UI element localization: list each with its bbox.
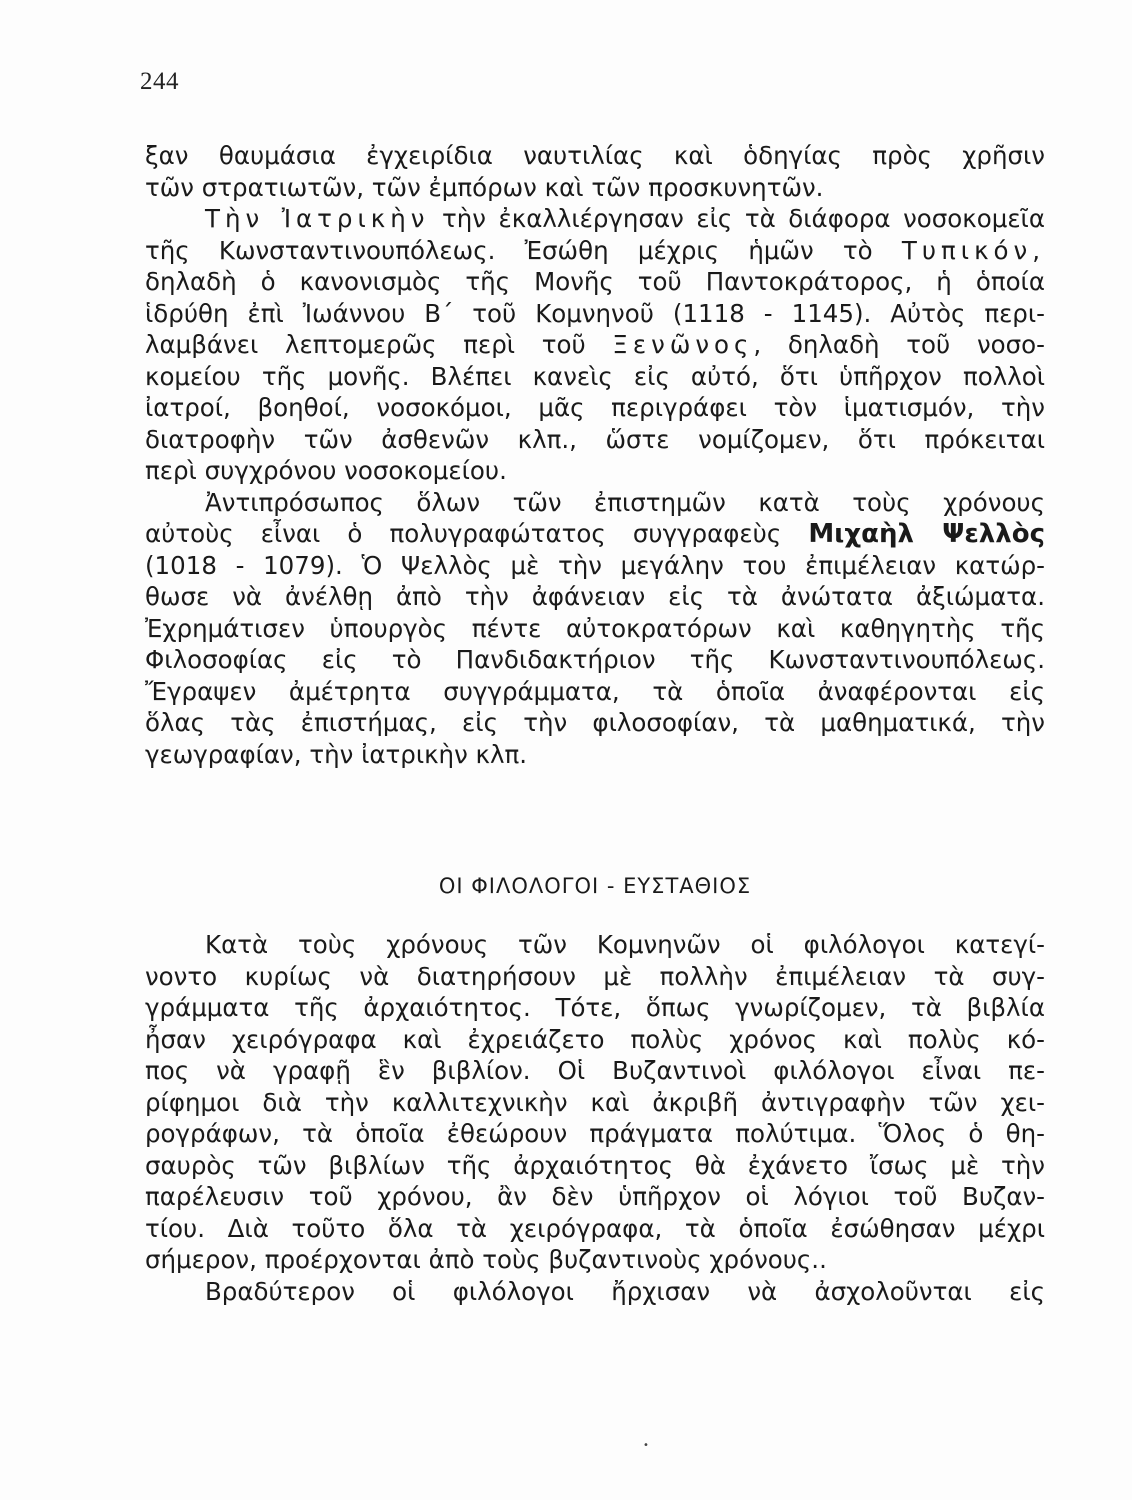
spaced-term-xenonos: Ξενῶνος [612, 330, 754, 359]
text-line: ρίφημοι διὰ τὴν καλλιτεχνικὴν καὶ ἀκριβῆ ἀντιγραφὴν τῶν χει- [145, 1087, 1045, 1117]
text-line: πος νὰ γραφῇ ἓν βιβλίον. Οἱ Βυζαντινοὶ φιλόλογοι εἶναι πε- [145, 1056, 1045, 1085]
text-line: γράμματα τῆς ἀρχαιότητος. Τότε, ὅπως γνωρίζομεν, τὰ βιβλία [145, 993, 1045, 1022]
page-number: 244 [140, 68, 179, 95]
text-line: διατροφὴν τῶν ἀσθενῶν κλπ., ὥστε νομίζομεν, ὅτι πρόκειται [145, 424, 1045, 454]
print-speck: • [643, 1440, 649, 1451]
text-line [145, 329, 1045, 361]
text-line: τῶν στρατιωτῶν, τῶν ἐμπόρων καὶ τῶν προσκυνητῶν. [145, 172, 824, 202]
text-fragment: τῆς Κωνσταντινουπόλεως. Ἐσώθη μέχρις ἡμῶν τὸ [145, 235, 873, 265]
text-line: Φιλοσοφίας εἰς τὸ Πανδιδακτήριον τῆς Κωνσταντινουπόλεως. [145, 645, 1045, 674]
text-line: γεωγραφίαν, τὴν ἰατρικὴν κλπ. [145, 739, 528, 769]
text-line: παρέλευσιν τοῦ χρόνου, ἂν δὲν ὑπῆρχον οἱ λόγιοι τοῦ Βυζαν- [145, 1182, 1045, 1211]
text-fragment: αὐτοὺς εἶναι ὁ πολυγραφώτατος συγγραφεὺς [145, 519, 782, 548]
text-line [145, 203, 1045, 235]
text-line: Ἀντιπρόσωπος ὅλων τῶν ἐπιστημῶν κατὰ τοὺς χρόνους [205, 487, 1045, 517]
section-heading: ΟΙ ΦΙΛΟΛΟΓΟΙ - ΕΥΣΤΑΘΙΟΣ [438, 874, 752, 898]
text-line: σήμερον, προέρχονται ἀπὸ τοὺς βυζαντινοὺς χρόνους.. [145, 1245, 827, 1274]
text-line: (1018 - 1079). Ὁ Ψελλὸς μὲ τὴν μεγάλην του ἐπιμέλειαν κατώρ- [145, 550, 1045, 580]
text-line: Βραδύτερον οἱ φιλόλογοι ἤρχισαν νὰ ἀσχολοῦνται εἰς [205, 1276, 1045, 1306]
text-fragment: , δηλαδὴ τοῦ νοσο- [753, 330, 1045, 359]
text-line: Ἔγραψεν ἀμέτρητα συγγράμματα, τὰ ὁποῖα ἀναφέρονται εἰς [145, 676, 1045, 706]
text-line: θωσε νὰ ἀνέλθῃ ἀπὸ τὴν ἀφάνειαν εἰς τὰ ἀνώτατα ἀξιώματα. [145, 582, 1045, 611]
paragraph-block-2 [145, 929, 1045, 1307]
text-line: περὶ συγχρόνου νοσοκομείου. [145, 456, 507, 485]
text-line: Ἐχρημάτισεν ὑπουργὸς πέντε αὐτοκρατόρων καὶ καθηγητὴς τῆς [145, 613, 1045, 643]
text-line: δηλαδὴ ὁ κανονισμὸς τῆς Μονῆς τοῦ Παντοκράτορος, ἡ ὁποία [145, 267, 1045, 296]
text-line: κομείου τῆς μονῆς. Βλέπει κανεὶς εἰς αὐτό, ὅτι ὑπῆρχον πολλοὶ [145, 361, 1045, 391]
text-line: ἱδρύθη ἐπὶ Ἰωάννου Β΄ τοῦ Κομνηνοῦ (1118 - 1145). Αὐτὸς περι- [145, 298, 1045, 328]
text-line: σαυρὸς τῶν βιβλίων τῆς ἀρχαιότητος θὰ ἐχάνετο ἴσως μὲ τὴν [145, 1150, 1045, 1180]
text-fragment: λαμβάνει λεπτομερῶς περὶ τοῦ [145, 330, 586, 359]
text-line [145, 518, 1045, 550]
text-line: τίου. Διὰ τοῦτο ὅλα τὰ χειρόγραφα, τὰ ὁποῖα ἐσώθησαν μέχρι [145, 1213, 1045, 1243]
text-line: ὅλας τὰς ἐπιστήμας, εἰς τὴν φιλοσοφίαν, τὰ μαθηματικά, τὴν [145, 708, 1045, 737]
text-line: ξαν θαυμάσια ἐγχειρίδια ναυτιλίας καὶ ὁδηγίας πρὸς χρῆσιν [145, 141, 1045, 170]
author-name-psellos: Μιχαὴλ Ψελλὸς [808, 519, 1045, 549]
text-line [145, 235, 1045, 267]
text-line: Κατὰ τοὺς χρόνους τῶν Κομνηνῶν οἱ φιλόλογοι κατεγί- [205, 930, 1045, 959]
spaced-term-typikon: Τυπικόν, [901, 235, 1045, 265]
text-line: ἰατροί, βοηθοί, νοσοκόμοι, μᾶς περιγράφει τὸν ἱματισμόν, τὴν [145, 393, 1045, 422]
paragraph-block-1 [145, 140, 1045, 770]
text-line: νοντο κυρίως νὰ διατηρήσουν μὲ πολλὴν ἐπιμέλειαν τὰ συγ- [145, 961, 1045, 991]
text-fragment: τὴν ἐκαλλιέργησαν εἰς τὰ διάφορα νοσοκομεῖα [442, 204, 1045, 233]
text-line: ρογράφων, τὰ ὁποῖα ἐθεώρουν πράγματα πολύτιμα. Ὅλος ὁ θη- [145, 1119, 1045, 1148]
text-line: ἦσαν χειρόγραφα καὶ ἐχρειάζετο πολὺς χρόνος καὶ πολὺς κό- [145, 1024, 1045, 1054]
spaced-term-iatriki: Τὴν Ἰατρικὴν [205, 204, 430, 233]
